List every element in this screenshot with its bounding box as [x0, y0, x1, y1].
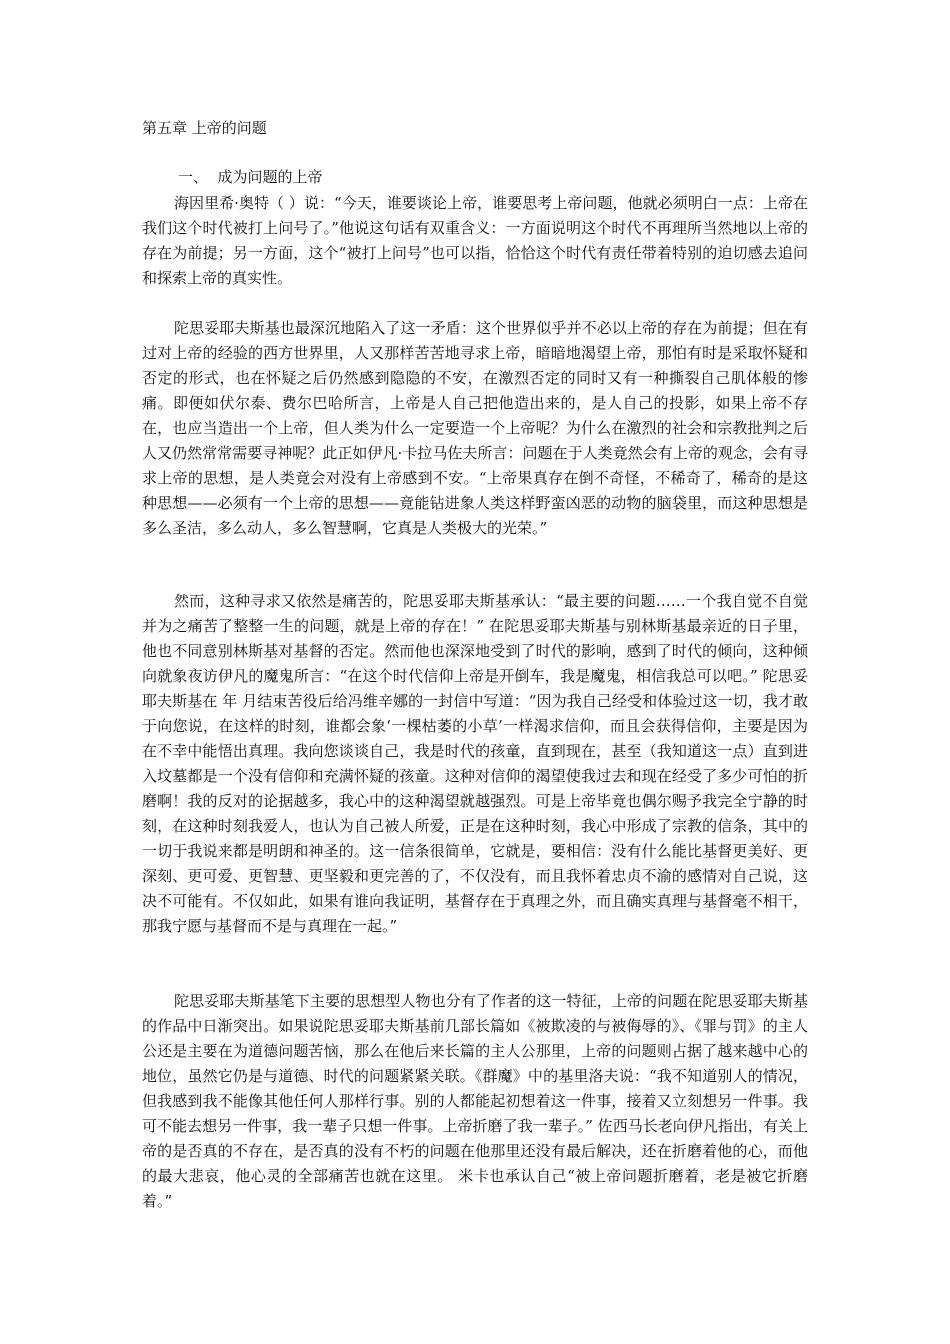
paragraph-ott-quote: 海因里希·奥特（ ）说：“今天，谁要谈论上帝，谁要思考上帝问题，他就必须明白一点：上帝在我们这个时代被打上问号了。”他说这句话有双重含义：一方面说明这个时代不再理所当然地以上帝的存在为前提；另一方面，这个“被打上问号”也可以指，恰恰这个时代有责任带着特别的迫切感去追问和探索上帝的真实性。 — [142, 194, 808, 287]
paragraph-contradiction: 陀思妥耶夫斯基也最深沉地陷入了这一矛盾：这个世界似乎并不必以上帝的存在为前提；但在有过对上帝的经验的西方世界里，人又那样苦苦地寻求上帝，暗暗地渴望上帝，那怕有时是采取怀疑和否定的形式，也在怀疑之后仍然感到隐隐的不安，在激烈否定的同时又有一种撕裂自己肌体般的惨痛。即便如伏尔泰、费尔巴哈所言，上帝是人自己把他造出来的，是人自己的投影，如果上帝不存在，也应当造出一个上帝，但人类为什么一定要造一个上帝呢？为什么在激烈的社会和宗教批判之后人又仍然常常需要寻神呢？此正如伊凡·卡拉马佐夫所言：问题在于人类竟然会有上帝的观念，会有寻求上帝的思想，是人类竟会对没有上帝感到不安。“上帝果真存在倒不奇怪，不稀奇了，稀奇的是这种思想——必须有一个上帝的思想——竟能钻进象人类这样野蛮凶恶的动物的脑袋里，而这种思想是多么圣洁，多么动人，多么智慧啊，它真是人类极大的光荣。” — [142, 319, 808, 537]
paragraph-painful-search: 然而，这种寻求又依然是痛苦的，陀思妥耶夫斯基承认：“最主要的问题……一个我自觉不自觉并为之痛苦了整整一生的问题，就是上帝的存在！” 在陀思妥耶夫斯基与别林斯基最亲近的日子里，他也不同意别林斯基对基督的否定。然而他也深深地受到了时代的影响，感到了时代的倾向，这种倾向就象夜访伊凡的魔鬼所言：“在这个时代信仰上帝是开倒车，我是魔鬼，相信我总可以吧。” 陀思妥耶夫斯基在 年 月结束苦役后给冯维辛娜的一封信中写道：“因为我自己经受和体验过这一切，我才敢于向您说，在这样的时刻，谁都会象‘一棵枯萎的小草’一样渴求信仰，而且会获得信仰，主要是因为在不幸中能悟出真理。我向您谈谈自己，我是时代的孩童，直到现在，甚至（我知道这一点）直到进入坟墓都是一个没有信仰和充满怀疑的孩童。这种对信仰的渴望使我过去和现在经受了多少可怕的折磨啊！我的反对的论据越多，我心中的这种渴望就越强烈。可是上帝毕竟也偶尔赐予我完全宁静的时刻，在这种时刻我爱人，也认为自己被人所爱，正是在这种时刻，我心中形成了宗教的信条，其中的一切于我说来都是明朗和神圣的。这一信条很简单，它就是，要相信：没有什么能比基督更美好、更深刻、更可爱、更智慧、更坚毅和更完善的了，不仅没有，而且我怀着忠贞不渝的感情对自己说，这决不可能有。不仅如此，如果有谁向我证明，基督存在于真理之外，而且确实真理与基督毫不相干，那我宁愿与基督而不是与真理在一起。” — [142, 592, 808, 935]
chapter-title: 第五章 上帝的问题 — [142, 119, 267, 137]
section-title: 一、 成为问题的上帝 — [178, 168, 323, 186]
paragraph-characters: 陀思妥耶夫斯基笔下主要的思想型人物也分有了作者的这一特征，上帝的问题在陀思妥耶夫斯基的作品中日渐突出。如果说陀思妥耶夫斯基前几部长篇如《被欺凌的与被侮辱的》、《罪与罚》的主人公还是主要在为道德问题苦恼，那么在他后来长篇的主人公那里，上帝的问题则占据了越来越中心的地位，虽然它仍是与道德、时代的问题紧紧关联。《群魔》中的基里洛夫说：“我不知道别人的情况，但我感到我不能像其他任何人那样行事。别的人都能起初想着这一件事，接着又立刻想另一件事。我可不能去想另一件事，我一辈子只想一件事。上帝折磨了我一辈子。” 佐西马长老向伊凡指出，有关上帝的是否真的不存在，是否真的没有不朽的问题在他那里还没有最后解决，还在折磨着他的心，而他的最大悲哀，他心灵的全部痛苦也就在这里。 米卡也承认自己“被上帝问题折磨着，老是被它折磨着。” — [142, 992, 808, 1210]
